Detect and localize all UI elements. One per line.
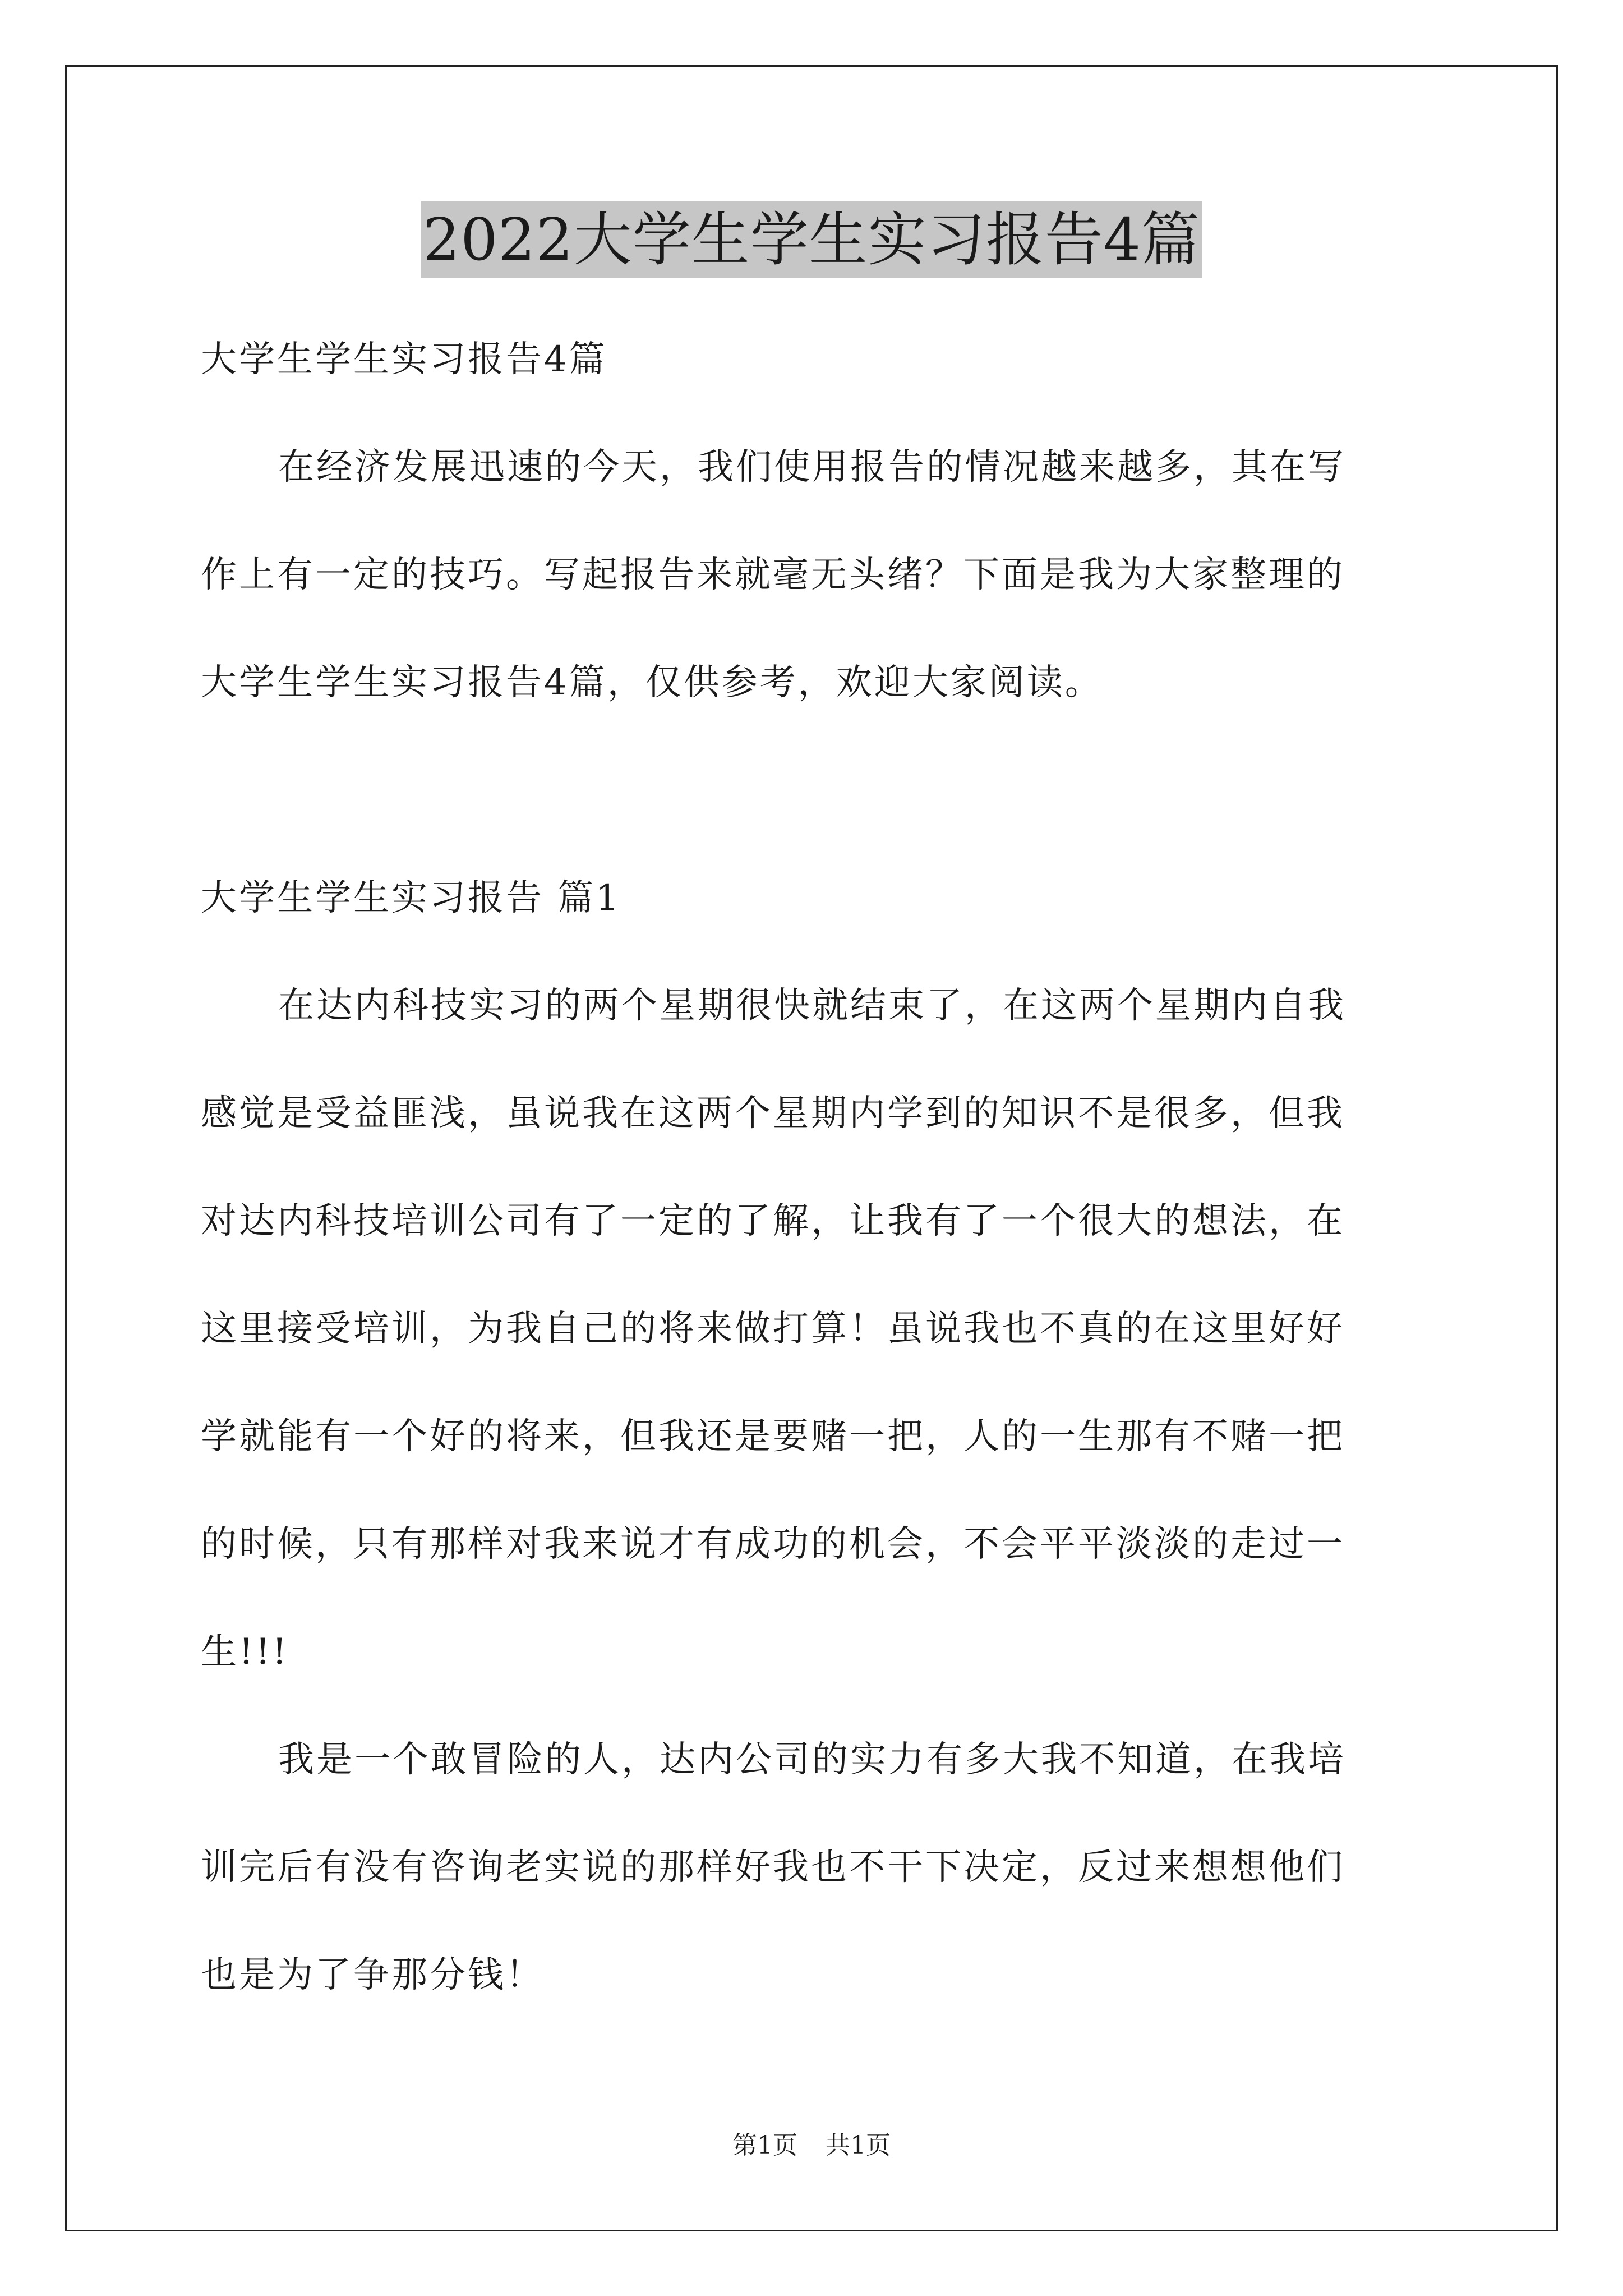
document-title: 2022大学生学生实习报告4篇 — [421, 201, 1202, 278]
page-footer — [0, 2129, 1623, 2162]
paragraph-line: 这里接受培训，为我自己的将来做打算！虽说我也不真的在这里好好 — [201, 1308, 1345, 1350]
blank-line — [201, 737, 1433, 844]
page-number: 第1页 — [732, 2131, 797, 2160]
paragraph-line: 感觉是受益匪浅，虽说我在这两个星期内学到的知识不是很多，但我 — [201, 1093, 1345, 1134]
paragraph-line: 对达内科技培训公司有了一定的了解，让我有了一个很大的想法，在 — [201, 1200, 1345, 1242]
document-subtitle: 大学生学生实习报告4篇 — [201, 339, 607, 380]
paragraph-line: 也是为了争那分钱！ — [201, 1954, 544, 1996]
paragraph-line: 生!!! — [201, 1631, 289, 1673]
paragraph-line: 在达内科技实习的两个星期很快就结束了，在这两个星期内自我 — [278, 985, 1346, 1027]
document-body — [201, 306, 1433, 2029]
intro-line: 作上有一定的技巧。写起报告来就毫无头绪？下面是我为大家整理的 — [201, 554, 1345, 596]
paragraph-line: 我是一个敢冒险的人，达内公司的实力有多大我不知道，在我培 — [278, 1739, 1346, 1780]
intro-line: 大学生学生实习报告4篇，仅供参考，欢迎大家阅读。 — [201, 662, 1103, 703]
section-heading: 大学生学生实习报告 篇1 — [201, 877, 621, 919]
paragraph-line: 的时候，只有那样对我来说才有成功的机会，不会平平淡淡的走过一 — [201, 1524, 1345, 1565]
paragraph-line: 学就能有一个好的将来，但我还是要赌一把，人的一生那有不赌一把 — [201, 1416, 1345, 1457]
paragraph-line: 训完后有没有咨询老实说的那样好我也不干下决定，反过来想想他们 — [201, 1847, 1345, 1888]
page-total: 共1页 — [826, 2131, 891, 2160]
intro-line: 在经济发展迅速的今天，我们使用报告的情况越来越多，其在写 — [278, 447, 1346, 488]
title-container — [0, 201, 1623, 278]
